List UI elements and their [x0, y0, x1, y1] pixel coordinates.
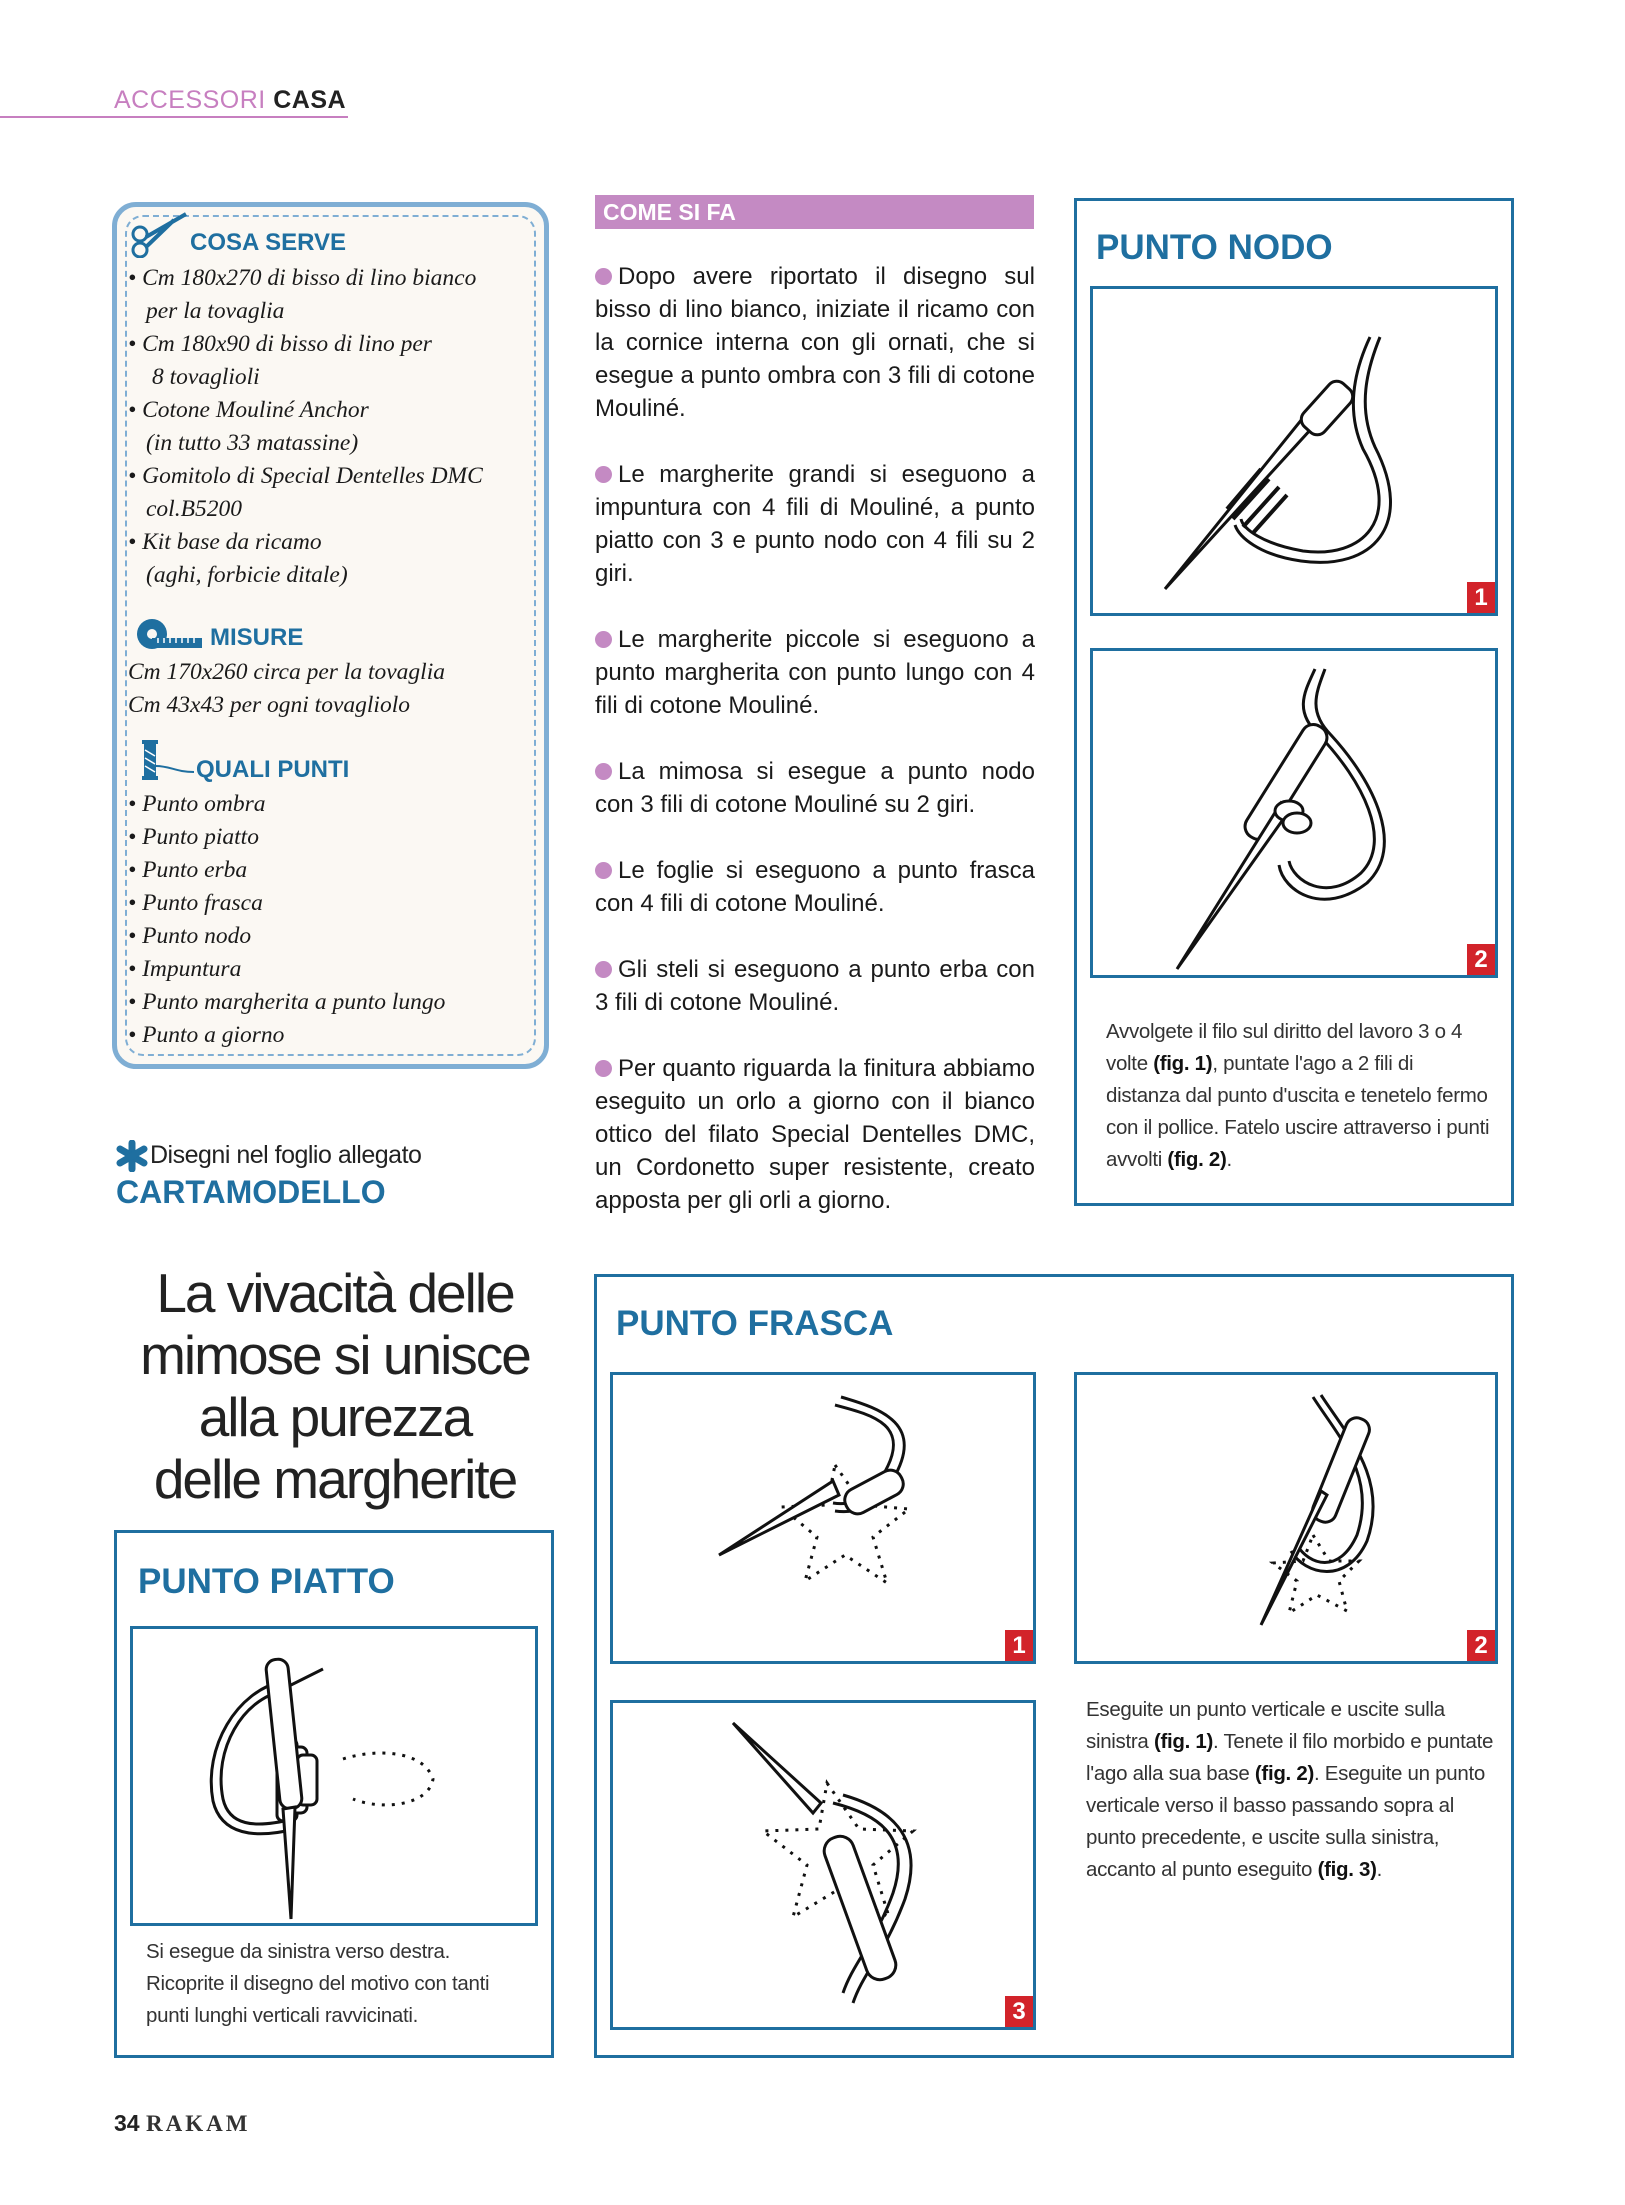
bullet-dot [595, 268, 612, 285]
list-item: 8 tovaglioli [152, 364, 260, 390]
list-item: per la tovaglia [146, 298, 285, 324]
quote-line: alla purezza [198, 1386, 472, 1448]
list-item: • Punto piatto [128, 824, 259, 850]
page-footer [114, 2110, 250, 2137]
instruction-step: Dopo avere riportato il disegno sul bisso di lino bianco, iniziate il ricamo con la cornice interna con gli ornati, che si esegue a punto ombra con 3 fili di cotone Mouliné. [595, 263, 1035, 422]
piatto-figure [130, 1626, 538, 1926]
list-item: • Kit base da ricamo [128, 529, 322, 555]
bullet-dot [595, 763, 612, 780]
magazine-name: RAKAM [145, 2111, 251, 2136]
list-item: • Punto erba [128, 857, 248, 883]
asterisk-icon [116, 1140, 148, 1172]
pattern-label: CARTAMODELLO [116, 1174, 386, 1210]
list-item: • Punto nodo [128, 923, 252, 949]
materials-title: COSA SERVE [190, 229, 347, 256]
measures-list [128, 656, 445, 722]
list-item: col.B5200 [146, 496, 242, 522]
nodo-figure-2 [1090, 648, 1498, 978]
needle-illustration [1093, 289, 1495, 613]
list-item: • Punto margherita a punto lungo [128, 989, 446, 1015]
thread-spool-icon [136, 738, 198, 786]
section-header [114, 86, 346, 115]
section-label: ACCESSORI [114, 86, 266, 114]
punto-frasca-caption: Eseguite un punto verticale e uscite sulla sinistra (fig. 1). Tenete il filo morbido e puntate l'ago alla sua base (fig. 2). Eseguite un punto verticale verso il basso passando sopra al punto precedente, e uscite sulla sinistra, accanto al punto eseguito (fig. 3). [1086, 1698, 1494, 1881]
instruction-step: Le margherite grandi si eseguono a impuntura con 4 fili di Mouliné, a punto piatto con 3 e punto nodo con 4 fili su 2 giri. [595, 461, 1035, 587]
needle-illustration [133, 1629, 535, 1923]
punto-piatto-title: PUNTO PIATTO [138, 1562, 395, 1601]
stitches-list [128, 788, 445, 1052]
quote-line: La vivacità delle [156, 1262, 514, 1324]
instructions-title: COME SI FA [595, 195, 1034, 229]
bullet-dot [595, 862, 612, 879]
page-number: 34 [114, 2110, 140, 2136]
list-item: • Impuntura [128, 956, 242, 982]
needle-illustration [1077, 1375, 1495, 1661]
punto-nodo-caption: Avvolgete il filo sul diritto del lavoro 3 o 4 volte (fig. 1), puntate l'ago a 2 fili di distanza dal punto d'uscita e tenetelo fermo con il pollice. Fatelo uscire attraverso i punti avvolti (fig. 2). [1106, 1020, 1490, 1171]
needle-illustration [613, 1375, 1033, 1661]
figure-number: 2 [1467, 1630, 1495, 1661]
bullet-dot [595, 631, 612, 648]
nodo-figure-1 [1090, 286, 1498, 616]
category-label: CASA [273, 86, 347, 114]
quote-line: delle margherite [153, 1448, 517, 1510]
list-item: • Punto frasca [128, 890, 263, 916]
punto-nodo-title: PUNTO NODO [1096, 228, 1333, 267]
punto-piatto-caption: Si esegue da sinistra verso destra. Ricoprite il disegno del motivo con tanti punti lunghi verticali ravvicinati. [146, 1940, 490, 2027]
bullet-dot [595, 466, 612, 483]
instruction-step: Gli steli si eseguono a punto erba con 3 fili di cotone Mouliné. [595, 956, 1035, 1016]
list-item: • Cotone Mouliné Anchor [128, 397, 369, 423]
tape-measure-icon [134, 616, 204, 652]
list-item: Cm 43x43 per ogni tovagliolo [128, 692, 410, 718]
figure-number: 2 [1467, 944, 1495, 975]
list-item: Cm 170x260 circa per la tovaglia [128, 659, 445, 685]
needle-illustration [1093, 651, 1495, 975]
list-item: (aghi, forbicie ditale) [146, 562, 348, 588]
instruction-step: Le foglie si eseguono a punto frasca con 4 fili di cotone Mouliné. [595, 857, 1035, 917]
frasca-figure-2 [1074, 1372, 1498, 1664]
figure-number: 3 [1005, 1996, 1033, 2027]
list-item: • Punto a giorno [128, 1022, 285, 1048]
instructions-list [595, 260, 1035, 1250]
bullet-dot [595, 1060, 612, 1077]
needle-illustration [613, 1703, 1033, 2027]
figure-number: 1 [1005, 1630, 1033, 1661]
scissors-icon [128, 210, 192, 258]
frasca-figure-1 [610, 1372, 1036, 1664]
list-item: • Punto ombra [128, 791, 266, 817]
pull-quote [114, 1262, 556, 1510]
figure-number: 1 [1467, 582, 1495, 613]
punto-frasca-title: PUNTO FRASCA [616, 1304, 894, 1343]
instruction-step: Per quanto riguarda la finitura abbiamo eseguito un orlo a giorno con il bianco ottico del filato Special Dentelles DMC, un Cordonetto super resistente, creato apposta per gli orli a giorno. [595, 1055, 1035, 1214]
list-item: (in tutto 33 matassine) [146, 430, 359, 456]
list-item: • Cm 180x270 di bisso di lino bianco [128, 265, 477, 291]
header-rule [0, 116, 348, 118]
measures-title: MISURE [210, 624, 304, 651]
stitches-title: QUALI PUNTI [196, 756, 350, 783]
bullet-dot [595, 961, 612, 978]
list-item: • Gomitolo di Special Dentelles DMC [128, 463, 483, 489]
quote-line: mimose si unisce [140, 1324, 530, 1386]
instruction-step: Le margherite piccole si eseguono a punto margherita con punto lungo con 4 fili di cotone Mouliné. [595, 626, 1035, 719]
frasca-figure-3 [610, 1700, 1036, 2030]
instruction-step: La mimosa si esegue a punto nodo con 3 fili di cotone Mouliné su 2 giri. [595, 758, 1035, 818]
list-item: • Cm 180x90 di bisso di lino per [128, 331, 432, 357]
pattern-note: Disegni nel foglio allegato [150, 1141, 422, 1169]
materials-list [128, 262, 483, 592]
